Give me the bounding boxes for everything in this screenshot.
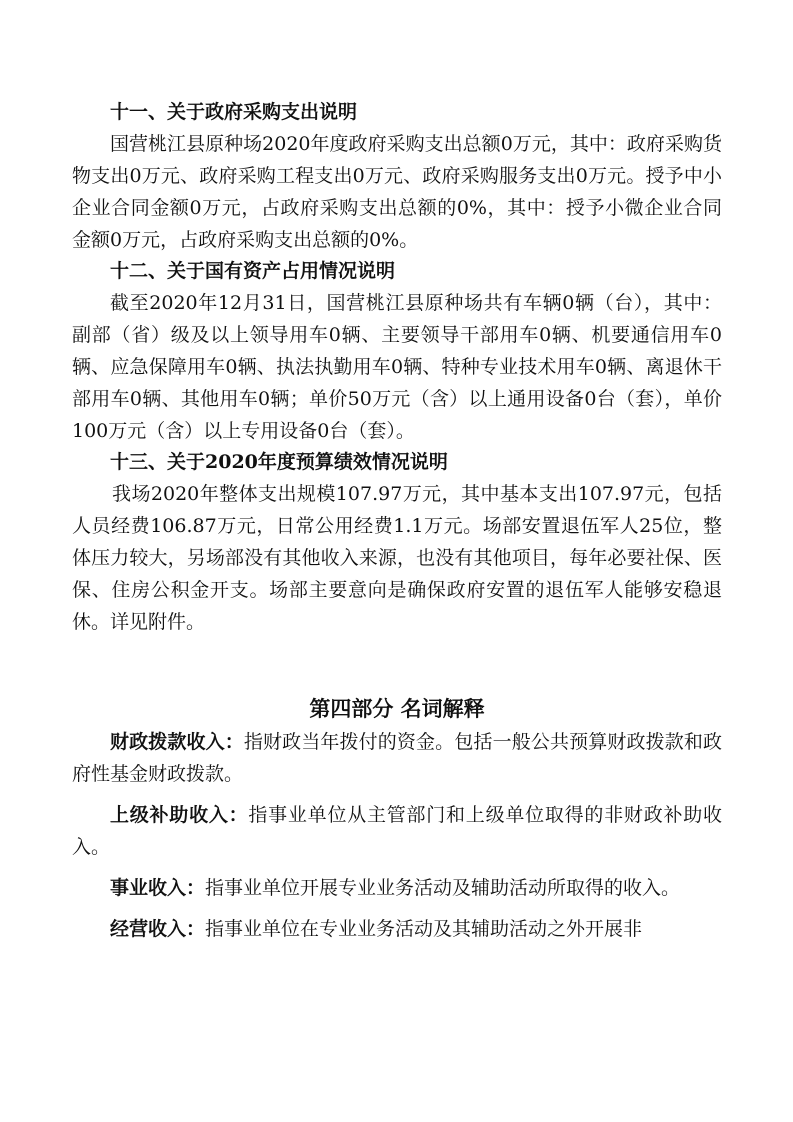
part-title: 第四部分 名词解释 [309, 696, 485, 721]
term-definition [72, 872, 722, 904]
term-definition [72, 799, 722, 863]
term-text: 指事业单位开展专业业务活动及辅助活动所取得的收入。 [205, 877, 681, 899]
section-heading-performance: 十三、关于2020年度预算绩效情况说明 [110, 451, 448, 473]
term-text: 指财政当年拨付的资金。包括一般公共预算财政拨款和政府性基金财政拨款。 [72, 731, 722, 785]
term-definition [72, 726, 722, 790]
section-heading-procurement: 十一、关于政府采购支出说明 [110, 101, 358, 123]
section-body-procurement: 国营桃江县原种场2020年度政府采购支出总额0万元，其中：政府采购货物支出0万元、政府采购工程支出0万元、政府采购服务支出0万元。授予中小企业合同金额0万元，占政府采购支出总额的0%，其中：授予小微企业合同金额0万元，占政府采购支出总额的0%。 [72, 133, 722, 251]
section-spacer [72, 638, 722, 692]
section-body-performance: 我场2020年整体支出规模107.97万元，其中基本支出107.97元，包括人员经费106.87万元，日常公用经费1.1万元。场部安置退伍军人25位，整体压力较大，另场部没有其他收入来源，也没有其他项目，每年必要社保、医保、住房公积金开支。场部主要意向是确保政府安置的退伍军人能够安稳退休。详见附件。 [72, 483, 722, 633]
section-body-assets: 截至2020年12月31日，国营桃江县原种场共有车辆0辆（台），其中：副部（省）级及以上领导用车0辆、主要领导干部用车0辆、机要通信用车0辆、应急保障用车0辆、执法执勤用车0辆、特种专业技术用车0辆、离退休干部用车0辆、其他用车0辆；单价50万元（含）以上通用设备0台（套），单价100万元（含）以上专用设备0台（套）。 [72, 292, 722, 442]
term-name: 事业收入： [110, 877, 206, 899]
term-text: 指事业单位在专业业务活动及其辅助活动之外开展非 [205, 918, 643, 940]
document-page [72, 97, 722, 954]
term-name: 经营收入： [110, 918, 206, 940]
term-name: 上级补助收入： [110, 804, 249, 826]
section-heading-assets: 十二、关于国有资产占用情况说明 [110, 260, 396, 282]
term-definition [72, 913, 722, 945]
term-name: 财政拨款收入： [110, 731, 244, 753]
term-text: 指事业单位从主管部门和上级单位取得的非财政补助收入。 [72, 804, 722, 858]
